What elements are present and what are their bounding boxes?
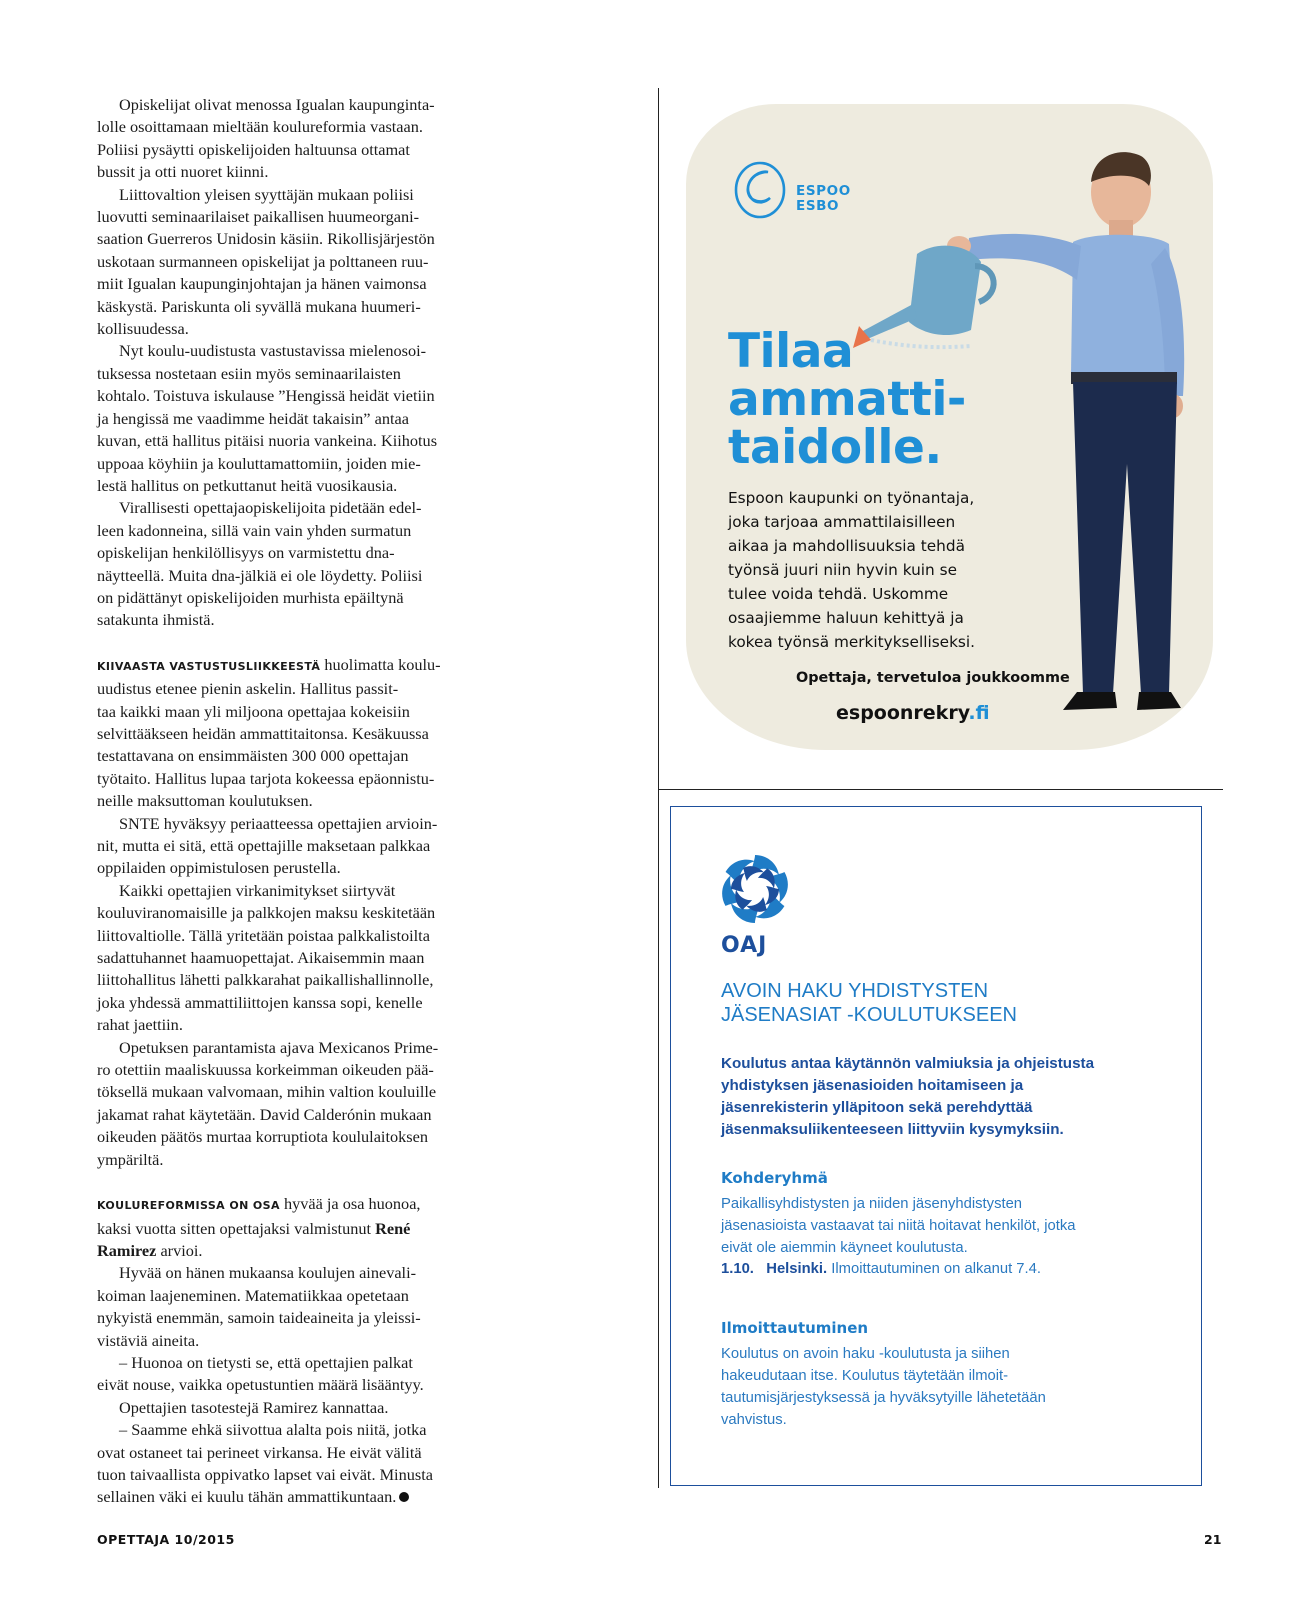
- article-paragraph: Nyt koulu-uudistusta vastustavissa mielenosoi- tuksessa nostetaan esiin myös seminaarilaisten kohtalo. Toistuva iskulause ”Hengissä heidät vietiin ja hengissä me vaadimme heidät takaisin” antaa kuvan, että hallitus pitäisi nuoria vankeina. Kiihotus uppoaa köyhiin ja kouluttamattomiin, joiden mie- lestä hallitus on petkuttanut heitä vuosikausia.: [97, 341, 438, 495]
- article-paragraph-lead: KOULUREFORMISSA ON OSA hyvää ja osa huonoa, kaksi vuotta sitten opettajaksi valmistunut René Ramirez arvioi.: [97, 1194, 421, 1260]
- course-date-line: 1.10. Helsinki. Ilmoittautuminen on alkanut 7.4.: [721, 1261, 1041, 1277]
- ad-headline: Tilaa ammatti- taidolle.: [728, 324, 966, 475]
- article-paragraph: Kaikki opettajien virkanimitykset siirtyvät kouluviranomaisille ja palkkojen maksu keskitetään liittovaltiolle. Tällä yritetään poistaa palkkalistoilta sadattuhannet haamuopettajat. Aikaisemmin maan liittohallitus lähetti palkkarahat paikallishallinnolle, joka yhdessä ammattiliittojen kanssa sopi, kenelle rahat jaettiin.: [97, 880, 436, 1035]
- ad-body-text: Espoon kaupunki on työnantaja, joka tarjoaa ammattilaisilleen aikaa ja mahdollisuuksia tehdä työnsä juuri niin hyvin kuin se tulee voida tehdä. Uskomme osaajiemme haluun kehittyä ja kokea työnsä merkitykselliseksi.: [728, 489, 976, 651]
- column-divider: [658, 88, 659, 1488]
- ad-title: AVOIN HAKU YHDISTYSTEN JÄSENASIAT -KOULUTUKSEEN: [721, 980, 1017, 1026]
- espoo-advertisement: [686, 104, 1213, 750]
- espoo-wordmark: ESPOO ESBO: [796, 183, 851, 214]
- article-paragraph: Virallisesti opettajaopiskelijoita pidetään edel- leen kadonneina, sillä vain vain yhden surmatun opiskelijan henkilöllisyys on varmistettu dna- näytteellä. Muita dna-jälkiä ei ole löydetty. Poliisi on pidättänyt opiskelijoiden murhista epäiltynä satakunta ihmistä.: [97, 498, 423, 630]
- article-paragraph: Opiskelijat olivat menossa Igualan kaupunginta- lolle osoittamaan mieltään koulureformia vastaan. Poliisi pysäytti opiskelijoiden haltuunsa ottamat bussit ja otti nuoret kiinni.: [97, 95, 435, 182]
- article-paragraph: – Huonoa on tietysti se, että opettajien palkat eivät nouse, vaikka opetustuntien määrä lisääntyy.: [97, 1352, 424, 1395]
- ad-intro-text: Koulutus antaa käytännön valmiuksia ja ohjeistusta yhdistyksen jäsenasioiden hoitamiseen ja jäsenrekisterin ylläpitoon sekä perehdyttää jäsenmaksuliikenteeseen liittyviin kysymyksiin.: [721, 1055, 1095, 1138]
- person-name: René: [375, 1218, 411, 1238]
- section-lead-in: KIIVAASTA VASTUSTUSLIIKKEESTÄ: [97, 659, 321, 673]
- oaj-advertisement: [670, 806, 1202, 1486]
- signup-heading: Ilmoittautuminen: [721, 1319, 869, 1337]
- article-paragraph: Opettajien tasotestejä Ramirez kannattaa.: [119, 1397, 389, 1417]
- section-lead-in: KOULUREFORMISSA ON OSA: [97, 1199, 280, 1213]
- page-number: 21: [1204, 1532, 1222, 1547]
- article-paragraph: Opetuksen parantamista ajava Mexicanos Prime- ro otettiin maaliskuussa korkeimman oikeuden pää- töksellä mukaan valvomaan, mihin valtion kouluille jakamat rahat käytetään. David Calderónin mukaan oikeuden päätös murtaa korruptiota koululaitoksen ympäriltä.: [97, 1037, 439, 1169]
- ad-welcome-line: Opettaja, tervetuloa joukkoomme: [796, 670, 1070, 686]
- article-column: [97, 94, 483, 1509]
- article-paragraph: SNTE hyväksyy periaatteessa opettajien arvioin- nit, mutta ei sitä, että opettajille maksetaan palkkaa oppilaiden oppimistulosen perustella.: [97, 813, 438, 878]
- person-name: Ramirez: [97, 1240, 157, 1260]
- article-paragraph: Hyvää on hänen mukaansa koulujen ainevali- koiman laajeneminen. Matematiikkaa opetetaan nykyistä enemmän, samoin taideaineita ja yleissi- vistäviä aineita.: [97, 1263, 421, 1350]
- magazine-issue-label: OPETTAJA 10/2015: [97, 1532, 235, 1547]
- article-paragraph: Liittovaltion yleisen syyttäjän mukaan poliisi luovutti seminaarilaiset paikallisen huumeorgani- saation Guerreros Unidosin käsiin. Rikollisjärjestön uskotaan surmanneen opiskelijat ja polttaneen ruu- miit Igualan kaupunginjohtajan ja hänen vaimonsa käskystä. Pariskunta oli syvällä mukana huumeri- kollisuudessa.: [97, 184, 435, 339]
- oaj-logo-icon: [719, 853, 791, 925]
- target-group-heading: Kohderyhmä: [721, 1169, 828, 1187]
- target-group-text: Paikallisyhdistysten ja niiden jäsenyhdistysten jäsenasioista vastaavat tai niitä hoitavat henkilöt, jotka eivät ole aiemmin käyneet koulutusta.: [721, 1196, 1076, 1256]
- article-paragraph-lead: KIIVAASTA VASTUSTUSLIIKKEESTÄ huolimatta koulu- uudistus etenee pienin askelin. Hallitus passit- taa kaikki maan yli miljoona opettajaa kokeisiin selvittääkseen heidän ammattitaitonsa. Kesäkuussa testattavana on ensimmäisten 300 000 opettajan työtaito. Hallitus lupaa tarjota kokeessa epäonnistu- neille maksuttoman koulutuksen.: [97, 654, 441, 811]
- ad-divider: [658, 789, 1223, 790]
- espoo-logo-icon: [730, 160, 790, 220]
- article-paragraph-final: – Saamme ehkä siivottua alalta pois niitä, jotka ovat ostaneet tai perineet virkansa. He eivät välitä tuon taivaallista oppivatko lapset vai eivät. Minusta sellainen väki ei kuulu tähän ammattikuntaan.: [97, 1420, 433, 1507]
- recruitment-url-link[interactable]: espoonrekry.fi: [836, 702, 990, 724]
- signup-text: Koulutus on avoin haku -koulutusta ja siihen hakeudutaan itse. Koulutus täytetään ilmoit- tautumisjärjestyksessä ja hyväksytyille lähetetään vahvistus.: [721, 1346, 1046, 1428]
- end-mark-icon: [399, 1492, 409, 1502]
- oaj-wordmark: OAJ: [721, 933, 768, 958]
